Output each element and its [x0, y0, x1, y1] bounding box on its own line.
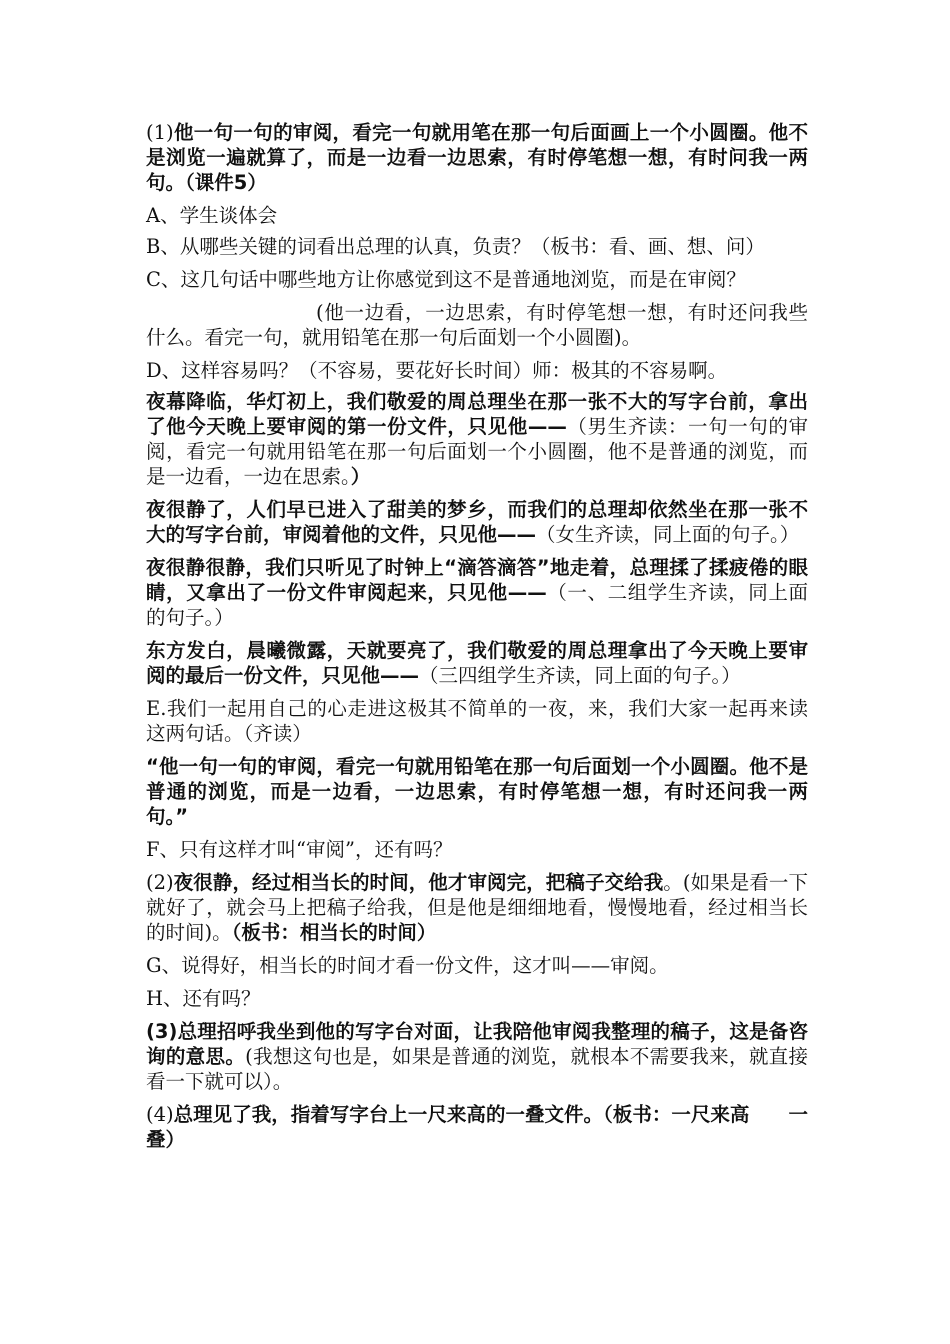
paragraph-1-number: (1) — [146, 121, 174, 144]
paragraph-1 — [146, 120, 808, 195]
paragraph-4-bold: 夜很静很静，我们只听见了时钟上“滴答滴答”地走着，总理揉了揉疲倦的眼睛，又拿出了一份文件审阅起来，只见他—— — [146, 556, 808, 604]
paragraph-2 — [146, 389, 808, 489]
paragraph-2-bold: 夜幕降临，华灯初上，我们敬爱的周总理坐在那一张不大的写字台前，拿出了他今天晚上要审阅的第一份文件，只见他—— — [146, 390, 808, 438]
paragraph-5 — [146, 638, 808, 688]
line-h: H、还有吗？ — [146, 987, 261, 1010]
line-d: D、这样容易吗？（不容易，要花好长时间）师：极其的不容易啊。 — [146, 359, 728, 382]
paragraph-2-normal: （男生齐读：一句一句的审阅，看完一句就用铅笔在那一句后面划一个小圆圈，他不是普通的浏览，而是一边看，一边在思索。 — [146, 415, 808, 488]
paragraph-3 — [146, 497, 808, 547]
paragraph-7-number: (2) — [146, 871, 174, 894]
paragraph-7-board: （板书：相当长的时间） — [231, 921, 437, 944]
paragraph-4 — [146, 555, 808, 630]
paragraph-3-bold: 夜很静了，人们早已进入了甜美的梦乡，而我们的总理却依然坐在那一张不大的写字台前，审阅着他的文件，只见他—— — [146, 498, 808, 546]
line-f: F、只有这样才叫“审阅”，还有吗？ — [146, 838, 453, 861]
paragraph-2-end: ） — [350, 465, 371, 488]
paragraph-9 — [146, 1102, 808, 1152]
paragraph-7-bold: 夜很静，经过相当长的时间，他才审阅完，把稿子交给我 — [173, 871, 664, 894]
line-c: C、这几句话中哪些地方让你感觉到这不是普通地浏览，而是在审阅？ — [146, 268, 746, 291]
paragraph-8-normal: (我想这句也是，如果是普通的浏览，就根本不需要我来，就直接看一下就可以）。 — [146, 1045, 808, 1093]
paragraph-3-normal: （女生齐读，同上面的句子。） — [536, 523, 800, 546]
paragraph-4-normal: （一、二组学生齐读，同上面的句子。） — [146, 581, 808, 629]
paragraph-8-bold: (3)总理招呼我坐到他的写字台对面，让我陪他审阅我整理的稿子，这是备咨询的意思。 — [146, 1020, 808, 1068]
line-b: B、从哪些关键的词看出总理的认真，负责？（板书：看、画、想、问） — [146, 235, 765, 258]
paragraph-5-bold: 东方发白，晨曦微露，天就要亮了，我们敬爱的周总理拿出了今天晚上要审阅的最后一份文件，只见他—— — [146, 639, 808, 687]
paragraph-7-normal: 。(如果是看一下就好了，就会马上把稿子给我，但是他是细细地看，慢慢地看，经过相当长的时间)。 — [146, 871, 808, 944]
paragraph-9-bold: 总理见了我，指着写字台上一尺来高的一叠文件。（板书：一尺来高 一叠） — [146, 1103, 808, 1151]
paragraph-6-quote: “他一句一句的审阅，看完一句就用铅笔在那一句后面划一个小圆圈。他不是普通的浏览，而是一边看，一边思索，有时停笔想一想，有时还问我一两句。” — [146, 755, 808, 828]
line-a: A、学生谈体会 — [146, 204, 278, 227]
paragraph-8 — [146, 1019, 808, 1094]
line-e: E.我们一起用自己的心走进这极其不简单的一夜，来，我们大家一起再来读这两句话。（齐读） — [146, 697, 808, 745]
document-page — [146, 120, 808, 1160]
paragraph-9-number: (4) — [146, 1103, 174, 1126]
paragraph-7 — [146, 870, 808, 945]
paragraph-1-text: 他一句一句的审阅，看完一句就用笔在那一句后面画上一个小圆圈。他不是浏览一遍就算了，而是一边看一边思索，有时停笔想一想，有时问我一两句。（课件5） — [146, 121, 808, 194]
line-c-answer: (他一边看，一边思索，有时停笔想一想，有时还问我些什么。看完一句，就用铅笔在那一句后面划一个小圆圈)。 — [146, 301, 808, 349]
line-g: G、说得好，相当长的时间才看一份文件，这才叫——审阅。 — [146, 954, 669, 977]
paragraph-5-normal: （三四组学生齐读，同上面的句子。） — [419, 664, 741, 687]
